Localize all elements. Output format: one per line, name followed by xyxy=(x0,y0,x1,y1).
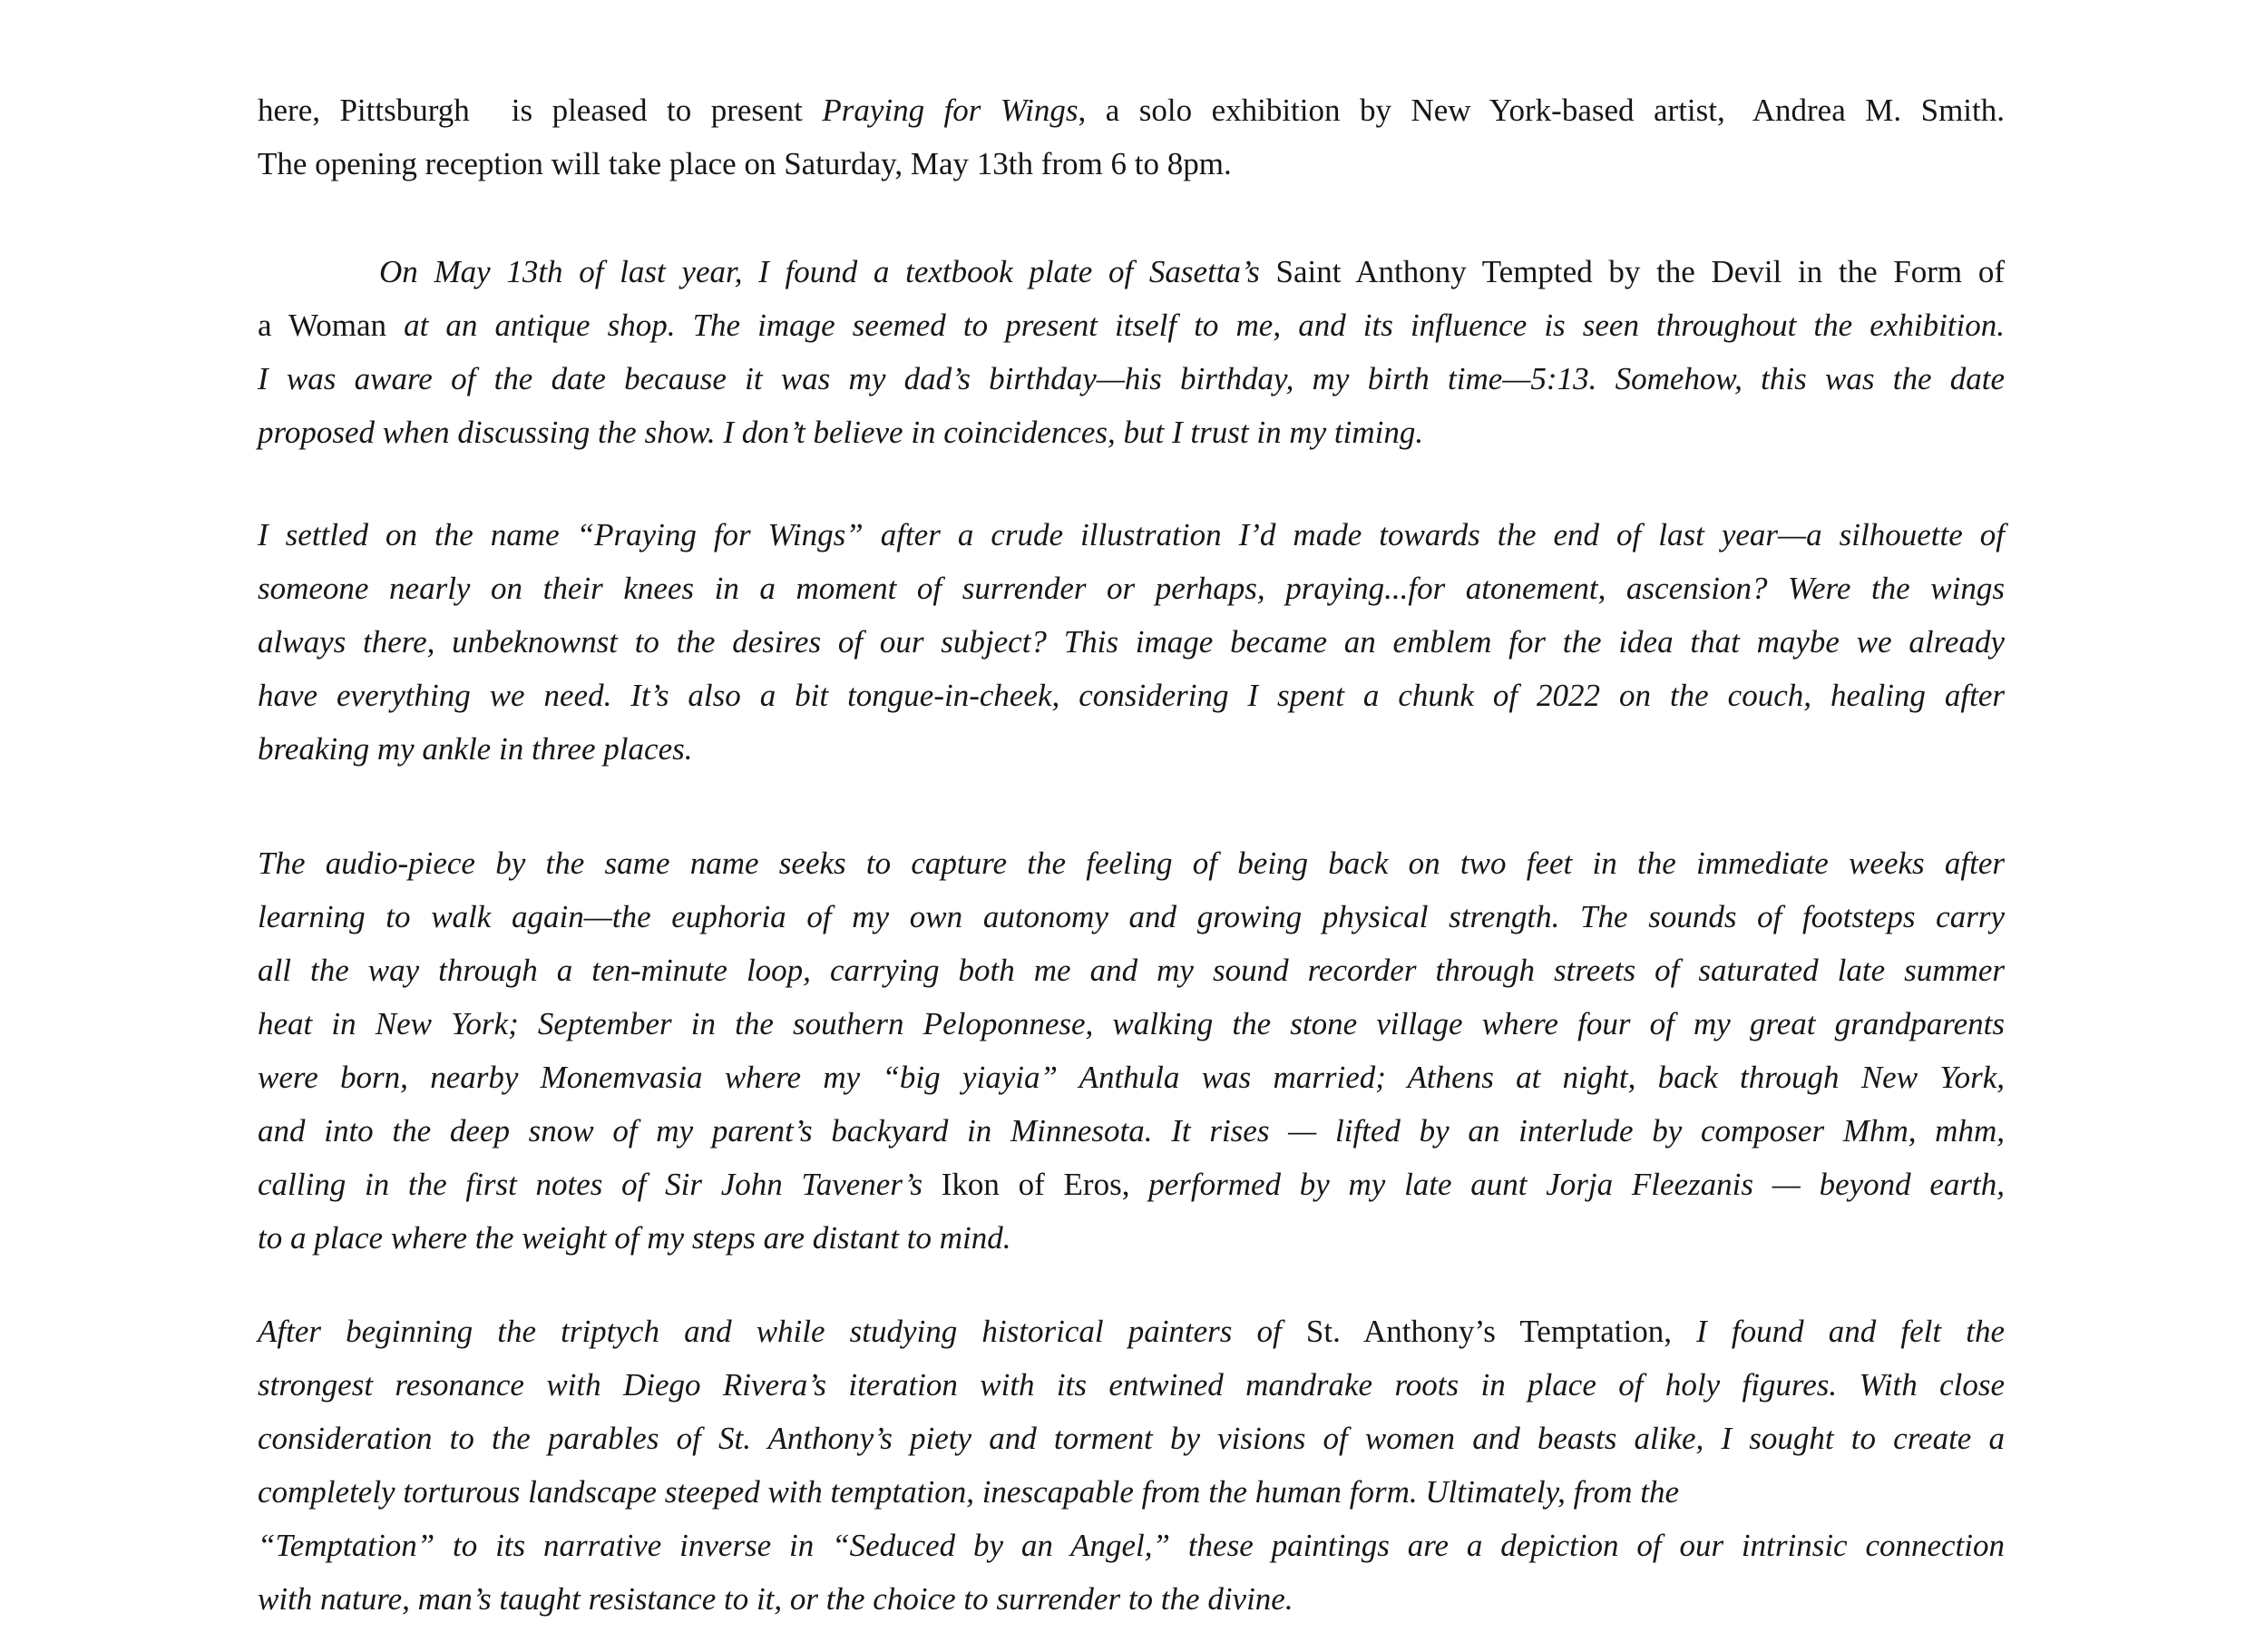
paragraph-line: with nature, man’s taught resistance to it, or the choice to surrender to the divine. xyxy=(258,1581,1293,1617)
statement-paragraph-4 xyxy=(258,1305,2005,1626)
intro-line-1: here, Pittsburgh is pleased to present Praying for Wings, a solo exhibition by New York-based artist, Andrea M. Smith. xyxy=(258,93,2005,128)
paragraph-line: learning to walk again—the euphoria of my own autonomy and growing physical strength. The sounds of footsteps carry xyxy=(258,899,2005,934)
paragraph-line: were born, nearby Monemvasia where my “big yiayia” Anthula was married; Athens at night, back through New York, xyxy=(258,1060,2005,1095)
intro-line-2: The opening reception will take place on Saturday, May 13th from 6 to 8pm. xyxy=(258,146,1232,181)
paragraph-line: all the way through a ten-minute loop, carrying both me and my sound recorder through streets of saturated late summer xyxy=(258,953,2005,988)
paragraph-line: After beginning the triptych and while studying historical painters of St. Anthony’s Temptation, I found and felt the xyxy=(258,1314,2005,1349)
paragraph-line: completely torturous landscape steeped with temptation, inescapable from the human form. Ultimately, from the xyxy=(258,1474,1680,1510)
intro-paragraph xyxy=(258,83,2005,191)
paragraph-line: On May 13th of last year, I found a textbook plate of Sasetta’s Saint Anthony Tempted by the Devil in the Form of xyxy=(379,254,2005,289)
paragraph-line: have everything we need. It’s also a bit tongue-in-cheek, considering I spent a chunk of 2022 on the couch, healing after xyxy=(258,678,2005,713)
statement-paragraph-3 xyxy=(258,836,2005,1265)
paragraph-line: proposed when discussing the show. I don’t believe in coincidences, but I trust in my timing. xyxy=(258,415,1424,450)
paragraph-line: someone nearly on their knees in a moment of surrender or perhaps, praying...for atonement, ascension? Were the wings xyxy=(258,571,2005,606)
paragraph-line: The audio-piece by the same name seeks to capture the feeling of being back on two feet in the immediate weeks after xyxy=(258,846,2005,881)
paragraph-line: breaking my ankle in three places. xyxy=(258,731,693,767)
paragraph-line: “Temptation” to its narrative inverse in “Seduced by an Angel,” these paintings are a depiction of our intrinsic connection xyxy=(258,1528,2005,1563)
artist-name: Andrea M. Smith. xyxy=(1752,93,2005,128)
artwork-title: Saint Anthony Tempted by the Devil in the Form of xyxy=(1275,254,2005,289)
paragraph-line: and into the deep snow of my parent’s backyard in Minnesota. It rises — lifted by an interlude by composer Mhm, mhm, xyxy=(258,1113,2005,1149)
statement-paragraph-2 xyxy=(258,508,2005,776)
paragraph-line: consideration to the parables of St. Anthony’s piety and torment by visions of women and beasts alike, I sought to create a xyxy=(258,1421,2005,1456)
statement-paragraph-1 xyxy=(258,245,2005,459)
paragraph-line: I settled on the name “Praying for Wings” after a crude illustration I’d made towards the end of last year—a silhouette of xyxy=(258,517,2005,552)
exhibition-title: Praying for Wings xyxy=(822,93,1079,128)
paragraph-line: strongest resonance with Diego Rivera’s iteration with its entwined mandrake roots in place of holy figures. With close xyxy=(258,1367,2005,1403)
paragraph-line: to a place where the weight of my steps are distant to mind. xyxy=(258,1220,1011,1256)
paragraph-line: calling in the first notes of Sir John Tavener’s Ikon of Eros, performed by my late aunt Jorja Fleezanis — beyond earth, xyxy=(258,1167,2006,1202)
paragraph-line: always there, unbeknownst to the desires of our subject? This image became an emblem for the idea that maybe we already xyxy=(258,624,2005,660)
artwork-title: a Woman xyxy=(258,308,386,343)
paragraph-line: I was aware of the date because it was my dad’s birthday—his birthday, my birth time—5:13. Somehow, this was the date xyxy=(258,361,2005,396)
paragraph-line: a Woman at an antique shop. The image seemed to present itself to me, and its influence is seen throughout the exhibition. xyxy=(258,308,2005,343)
artwork-title: Ikon of Eros, xyxy=(941,1167,1130,1202)
gallery-location: here, Pittsburgh xyxy=(258,93,470,128)
artwork-title: St. Anthony’s Temptation, xyxy=(1305,1314,1673,1349)
paragraph-line: heat in New York; September in the southern Peloponnese, walking the stone village where four of my great grandparents xyxy=(258,1006,2005,1041)
